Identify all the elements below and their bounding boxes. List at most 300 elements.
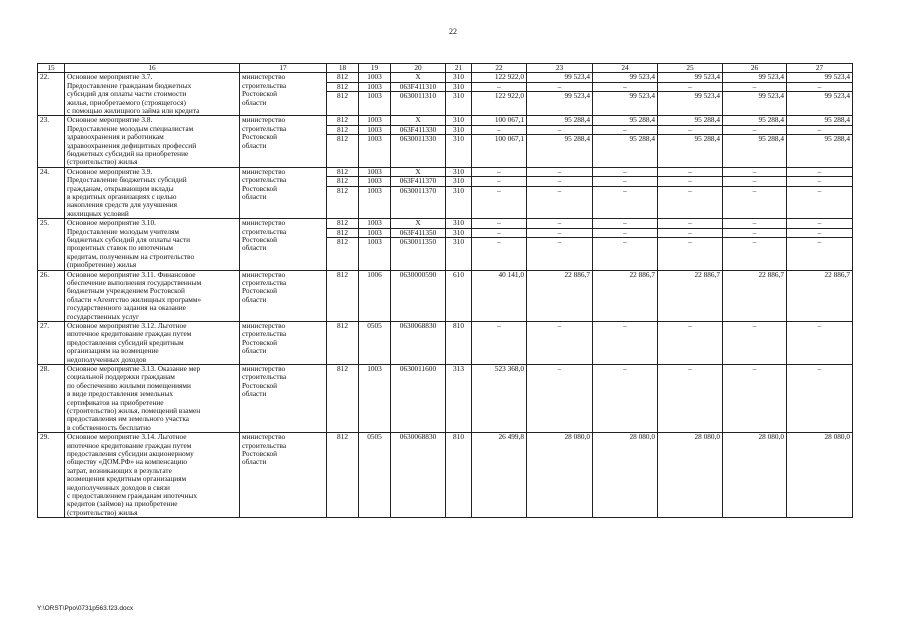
cell-value: 99 523,4 (629, 92, 655, 101)
executor-line: строительства (242, 124, 287, 133)
cell-value: – (752, 186, 757, 195)
executor-line: Ростовской (242, 381, 278, 390)
cell-value: 1003 (367, 237, 382, 246)
description-line: гражданам, открывающим вклады (67, 184, 174, 193)
cell-value: 28 080,0 (824, 433, 850, 442)
cell-value: 1003 (359, 83, 390, 92)
cell-value: 812 (327, 177, 358, 186)
executor-line: строительства (242, 373, 287, 382)
value-col26 (723, 433, 787, 518)
cell-value: – (723, 229, 786, 238)
executor-line: области (242, 98, 267, 107)
cell-value: 810 (453, 321, 464, 330)
section-code (359, 270, 391, 321)
description-line: Основное мероприятие 3.8. (67, 116, 153, 125)
row-number: 24. (38, 167, 65, 218)
grbs-code (327, 433, 359, 518)
executor-line: строительства (242, 330, 287, 339)
target-article (391, 321, 446, 364)
cell-value: – (557, 186, 562, 195)
cell-value: 1003 (367, 186, 382, 195)
value-col22 (472, 116, 527, 167)
cell-value: – (817, 364, 822, 373)
executor (240, 321, 327, 364)
value-col24 (593, 73, 658, 116)
executor (240, 116, 327, 167)
cell-value: 0630068830 (399, 433, 437, 442)
column-header: 26 (723, 64, 787, 73)
description-line: Основное мероприятие 3.14. Льготное (67, 433, 187, 442)
cell-value: 812 (327, 229, 358, 238)
cell-value: – (752, 321, 757, 330)
cell-value: 1003 (359, 177, 390, 186)
executor-line: Ростовской (242, 235, 278, 244)
description-line: Основное мероприятие 3.13. Оказание мер (67, 364, 201, 373)
column-header: 27 (787, 64, 853, 73)
cell-value: – (723, 168, 786, 177)
row-number: 29. (38, 433, 65, 518)
value-col27 (787, 433, 853, 518)
cell-value: 1003 (359, 126, 390, 135)
cell-value: – (527, 168, 592, 177)
column-header: 23 (527, 64, 593, 73)
value-col25 (658, 270, 723, 321)
cell-value: – (623, 321, 627, 330)
file-path-footer: Y:\ORST\Ppo\0731p563.f23.docx (37, 605, 134, 612)
cell-value: 95 288,4 (723, 116, 786, 125)
target-article (391, 364, 446, 432)
value-col27 (787, 364, 853, 432)
executor-line: области (242, 141, 267, 150)
cell-value: 22 886,7 (824, 270, 850, 279)
cell-value: 22 886,7 (758, 270, 784, 279)
description-line: жилищных условий (67, 209, 129, 218)
cell-value: 063F411310 (391, 83, 445, 92)
expense-type (446, 321, 472, 364)
cell-value: 122 922,0 (472, 73, 526, 82)
section-code (359, 364, 391, 432)
cell-value: 0630011350 (399, 237, 437, 246)
row-number: 26. (38, 270, 65, 321)
executor (240, 167, 327, 218)
description-line: в кредитных организациях с целью (67, 192, 177, 201)
cell-value: – (658, 219, 722, 228)
description-line: Предоставление гражданам бюджетных (67, 81, 192, 90)
value-col23 (527, 433, 593, 518)
executor-line: области (242, 390, 267, 399)
description-line: государственного задания на оказание (67, 304, 186, 313)
cell-value: 122 922,0 (494, 92, 524, 101)
cell-value: 99 523,4 (824, 92, 850, 101)
cell-value: – (658, 229, 722, 238)
cell-value: Х (391, 168, 445, 177)
value-col23 (527, 167, 593, 218)
value-col27 (787, 270, 853, 321)
grbs-code (327, 116, 359, 167)
executor-line: Ростовской (242, 90, 278, 99)
description-line: жилья, приобретаемого (строящегося) (67, 98, 186, 107)
cell-value: – (557, 237, 562, 246)
description-line: обеспечение выполнения государственным (67, 278, 202, 287)
value-col24 (593, 167, 658, 218)
cell-value: 063F411370 (391, 177, 445, 186)
description-line: (приобретение) жилья (67, 261, 137, 270)
description-line: здравоохранения дефицитных профессий (67, 141, 197, 150)
expense-type (446, 270, 472, 321)
grbs-code (327, 364, 359, 432)
value-col23 (527, 270, 593, 321)
target-article (391, 270, 446, 321)
event-description (65, 73, 240, 116)
executor-line: министерство (242, 167, 286, 176)
table-row (38, 219, 853, 270)
description-line: с помощью жилищного займа или кредита (67, 106, 200, 115)
cell-value: – (593, 219, 657, 228)
cell-value: 310 (453, 92, 464, 101)
cell-value: – (658, 168, 722, 177)
grbs-code (327, 321, 359, 364)
cell-value: – (688, 321, 692, 330)
value-col27 (787, 321, 853, 364)
value-col22 (472, 321, 527, 364)
value-col25 (658, 116, 723, 167)
description-line: (строительство) жилья (67, 508, 138, 517)
value-col22 (472, 433, 527, 518)
description-line: предоставления субсидии акционерному (67, 449, 194, 458)
description-line: Основное мероприятие 3.10. (67, 219, 156, 228)
cell-value: – (787, 83, 852, 92)
cell-value: – (497, 237, 501, 246)
page-number: 22 (449, 27, 457, 36)
value-col22 (472, 219, 527, 270)
cell-value: – (817, 237, 822, 246)
executor-line: строительства (242, 227, 287, 236)
description-line: кредитов (займов) на приобретение (67, 500, 178, 509)
cell-value: – (688, 364, 692, 373)
cell-value: 1003 (359, 219, 390, 228)
cell-value: 95 288,4 (758, 135, 784, 144)
description-line: предоставления субсидий кредитным (67, 338, 184, 347)
value-col27 (787, 116, 853, 167)
cell-value: 95 288,4 (564, 135, 590, 144)
value-col22 (472, 270, 527, 321)
executor-line: министерство (242, 116, 286, 125)
event-description (65, 167, 240, 218)
section-code (359, 321, 391, 364)
cell-value: 812 (337, 270, 348, 279)
cell-value: – (752, 364, 757, 373)
value-col23 (527, 116, 593, 167)
value-col23 (527, 219, 593, 270)
value-col25 (658, 364, 723, 432)
cell-value: 812 (337, 364, 348, 373)
executor (240, 364, 327, 432)
cell-value: 95 288,4 (694, 135, 720, 144)
cell-value: 812 (337, 433, 348, 442)
cell-value: 313 (453, 364, 464, 373)
cell-value: – (817, 186, 822, 195)
value-col24 (593, 270, 658, 321)
cell-value: 812 (327, 126, 358, 135)
cell-value: – (527, 219, 592, 228)
cell-value: – (623, 186, 627, 195)
cell-value: – (593, 126, 657, 135)
column-header: 17 (240, 64, 327, 73)
column-header: 15 (38, 64, 65, 73)
cell-value: 99 523,4 (658, 73, 722, 82)
cell-value: – (787, 229, 852, 238)
cell-value: 100 067,1 (472, 116, 526, 125)
cell-value: 0630011600 (399, 364, 437, 373)
description-line: затрат, возникающих в результате (67, 466, 172, 475)
executor (240, 433, 327, 518)
description-line: бюджетных субсидий на приобретение (67, 149, 189, 158)
value-col22 (472, 167, 527, 218)
executor-line: строительства (242, 176, 287, 185)
cell-value: – (472, 83, 526, 92)
event-description (65, 219, 240, 270)
executor-line: министерство (242, 219, 286, 228)
cell-value: 95 288,4 (824, 135, 850, 144)
cell-value: – (472, 177, 526, 186)
cell-value: 22 886,7 (564, 270, 590, 279)
cell-value: 1003 (367, 92, 382, 101)
row-number: 22. (38, 73, 65, 116)
cell-value: – (472, 229, 526, 238)
executor-line: области (242, 295, 267, 304)
cell-value: – (817, 321, 822, 330)
value-col25 (658, 433, 723, 518)
cell-value: 812 (337, 186, 348, 195)
cell-value: – (497, 321, 501, 330)
cell-value: 95 288,4 (629, 135, 655, 144)
value-col26 (723, 321, 787, 364)
cell-value: 610 (453, 270, 464, 279)
table-row (38, 364, 853, 432)
event-description (65, 364, 240, 432)
cell-value: 95 288,4 (787, 116, 852, 125)
cell-value: 1003 (359, 229, 390, 238)
cell-value: 28 080,0 (629, 433, 655, 442)
executor-line: министерство (242, 364, 286, 373)
cell-value: 310 (446, 219, 471, 228)
column-header: 16 (65, 64, 240, 73)
description-line: здравоохранения и работникам (67, 133, 164, 142)
cell-value: 99 523,4 (723, 73, 786, 82)
cell-value: – (557, 364, 562, 373)
description-line: недополученных доходов в связи (67, 483, 170, 492)
value-col23 (527, 364, 593, 432)
value-col23 (527, 73, 593, 116)
cell-value: 22 886,7 (629, 270, 655, 279)
executor (240, 73, 327, 116)
cell-value: – (723, 83, 786, 92)
cell-value: 0505 (367, 321, 382, 330)
cell-value: 99 523,4 (564, 92, 590, 101)
event-description (65, 321, 240, 364)
cell-value: 95 288,4 (658, 116, 722, 125)
cell-value: – (472, 168, 526, 177)
description-line: возмещения кредитным организациям (67, 475, 187, 484)
table-row (38, 321, 853, 364)
description-line: Предоставление молодым учителям (67, 227, 180, 236)
executor-line: строительства (242, 81, 287, 90)
column-header: 20 (391, 64, 446, 73)
cell-value: – (723, 177, 786, 186)
section-code (359, 219, 391, 270)
cell-value: 28 080,0 (564, 433, 590, 442)
expense-type (446, 433, 472, 518)
executor-line: Ростовской (242, 133, 278, 142)
cell-value: 1006 (367, 270, 382, 279)
event-description (65, 270, 240, 321)
cell-value: – (688, 186, 692, 195)
cell-value: 99 523,4 (593, 73, 657, 82)
column-header: 24 (593, 64, 658, 73)
cell-value: 1003 (367, 364, 382, 373)
description-line: накопления средств для улучшения (67, 201, 178, 210)
cell-value: – (557, 321, 562, 330)
grbs-code (327, 219, 359, 270)
row-number: 25. (38, 219, 65, 270)
section-code (359, 167, 391, 218)
cell-value: 1003 (359, 116, 390, 125)
cell-value: 95 288,4 (527, 116, 592, 125)
cell-value: – (723, 219, 786, 228)
grbs-code (327, 73, 359, 116)
cell-value: 310 (446, 177, 471, 186)
description-line: ипотечное кредитование граждан путем (67, 330, 192, 339)
executor-line: области (242, 244, 267, 253)
cell-value: 812 (327, 168, 358, 177)
cell-value: 812 (337, 321, 348, 330)
cell-value: – (527, 83, 592, 92)
executor-line: министерство (242, 321, 286, 330)
event-description (65, 433, 240, 518)
cell-value: – (787, 126, 852, 135)
cell-value: – (688, 237, 692, 246)
row-number: 23. (38, 116, 65, 167)
expense-type (446, 167, 472, 218)
cell-value: 310 (446, 168, 471, 177)
row-number: 27. (38, 321, 65, 364)
cell-value: 0630068830 (399, 321, 437, 330)
expense-type (446, 116, 472, 167)
executor-line: Ростовской (242, 338, 278, 347)
column-header: 21 (446, 64, 472, 73)
table-row (38, 270, 853, 321)
cell-value: 310 (446, 126, 471, 135)
description-line: по обеспечению жилыми помещениями (67, 381, 191, 390)
cell-value: 28 080,0 (758, 433, 784, 442)
cell-value: 310 (453, 135, 464, 144)
description-line: Основное мероприятие 3.11. Финансовое (67, 270, 196, 279)
cell-value: 063F411330 (391, 126, 445, 135)
cell-value: – (752, 237, 757, 246)
cell-value: – (527, 126, 592, 135)
event-description (65, 116, 240, 167)
cell-value: – (787, 219, 852, 228)
cell-value: 99 523,4 (694, 92, 720, 101)
budget-table (37, 63, 853, 518)
cell-value: 812 (327, 73, 358, 82)
cell-value: 310 (453, 186, 464, 195)
grbs-code (327, 270, 359, 321)
executor-line: министерство (242, 270, 286, 279)
cell-value: Х (391, 73, 445, 82)
executor-line: строительства (242, 441, 287, 450)
cell-value: 1003 (359, 73, 390, 82)
cell-value: 100 067,1 (494, 135, 524, 144)
description-line: Предоставление молодым специалистам (67, 124, 194, 133)
executor-line: Ростовской (242, 184, 278, 193)
grbs-code (327, 167, 359, 218)
column-header: 19 (359, 64, 391, 73)
cell-value: 99 523,4 (787, 73, 852, 82)
column-header: 25 (658, 64, 723, 73)
cell-value: 0630000590 (399, 270, 437, 279)
cell-value: Х (391, 116, 445, 125)
column-header: 22 (472, 64, 527, 73)
cell-value: – (472, 219, 526, 228)
description-line: сертификатов на приобретение (67, 398, 164, 407)
description-line: государственных услуг (67, 312, 139, 321)
value-col27 (787, 73, 853, 116)
cell-value: 810 (453, 433, 464, 442)
table-row (38, 433, 853, 518)
cell-value: – (723, 126, 786, 135)
cell-value: – (527, 229, 592, 238)
description-line: Основное мероприятие 3.12. Льготное (67, 321, 187, 330)
description-line: (строительство) жилья, помещений взамен (67, 406, 201, 415)
cell-value: 0630011370 (399, 186, 437, 195)
cell-value: 812 (337, 92, 348, 101)
value-col26 (723, 270, 787, 321)
executor-line: министерство (242, 73, 286, 82)
description-line: кредитам, полученным на строительство (67, 252, 195, 261)
executor (240, 219, 327, 270)
description-line: бюджетным учреждением Ростовской (67, 287, 185, 296)
cell-value: – (472, 126, 526, 135)
column-number-row (38, 64, 853, 73)
value-col26 (723, 73, 787, 116)
cell-value: – (527, 177, 592, 186)
value-col24 (593, 321, 658, 364)
cell-value: – (623, 364, 627, 373)
cell-value: – (623, 237, 627, 246)
executor-line: области (242, 347, 267, 356)
cell-value: 95 288,4 (593, 116, 657, 125)
executor-line: строительства (242, 278, 287, 287)
cell-value: – (593, 168, 657, 177)
cell-value: 26 499,8 (498, 433, 524, 442)
description-line: Основное мероприятие 3.7. (67, 73, 153, 82)
target-article (391, 73, 446, 116)
value-col24 (593, 433, 658, 518)
value-col26 (723, 167, 787, 218)
cell-value: 812 (327, 219, 358, 228)
value-col22 (472, 73, 527, 116)
value-col25 (658, 219, 723, 270)
value-col25 (658, 73, 723, 116)
cell-value: 310 (446, 116, 471, 125)
expense-type (446, 73, 472, 116)
section-code (359, 433, 391, 518)
description-line: обществу «ДОМ.РФ» на компенсацию (67, 458, 188, 467)
table-row (38, 167, 853, 218)
description-line: предоставления им земельного участка (67, 415, 190, 424)
expense-type (446, 219, 472, 270)
